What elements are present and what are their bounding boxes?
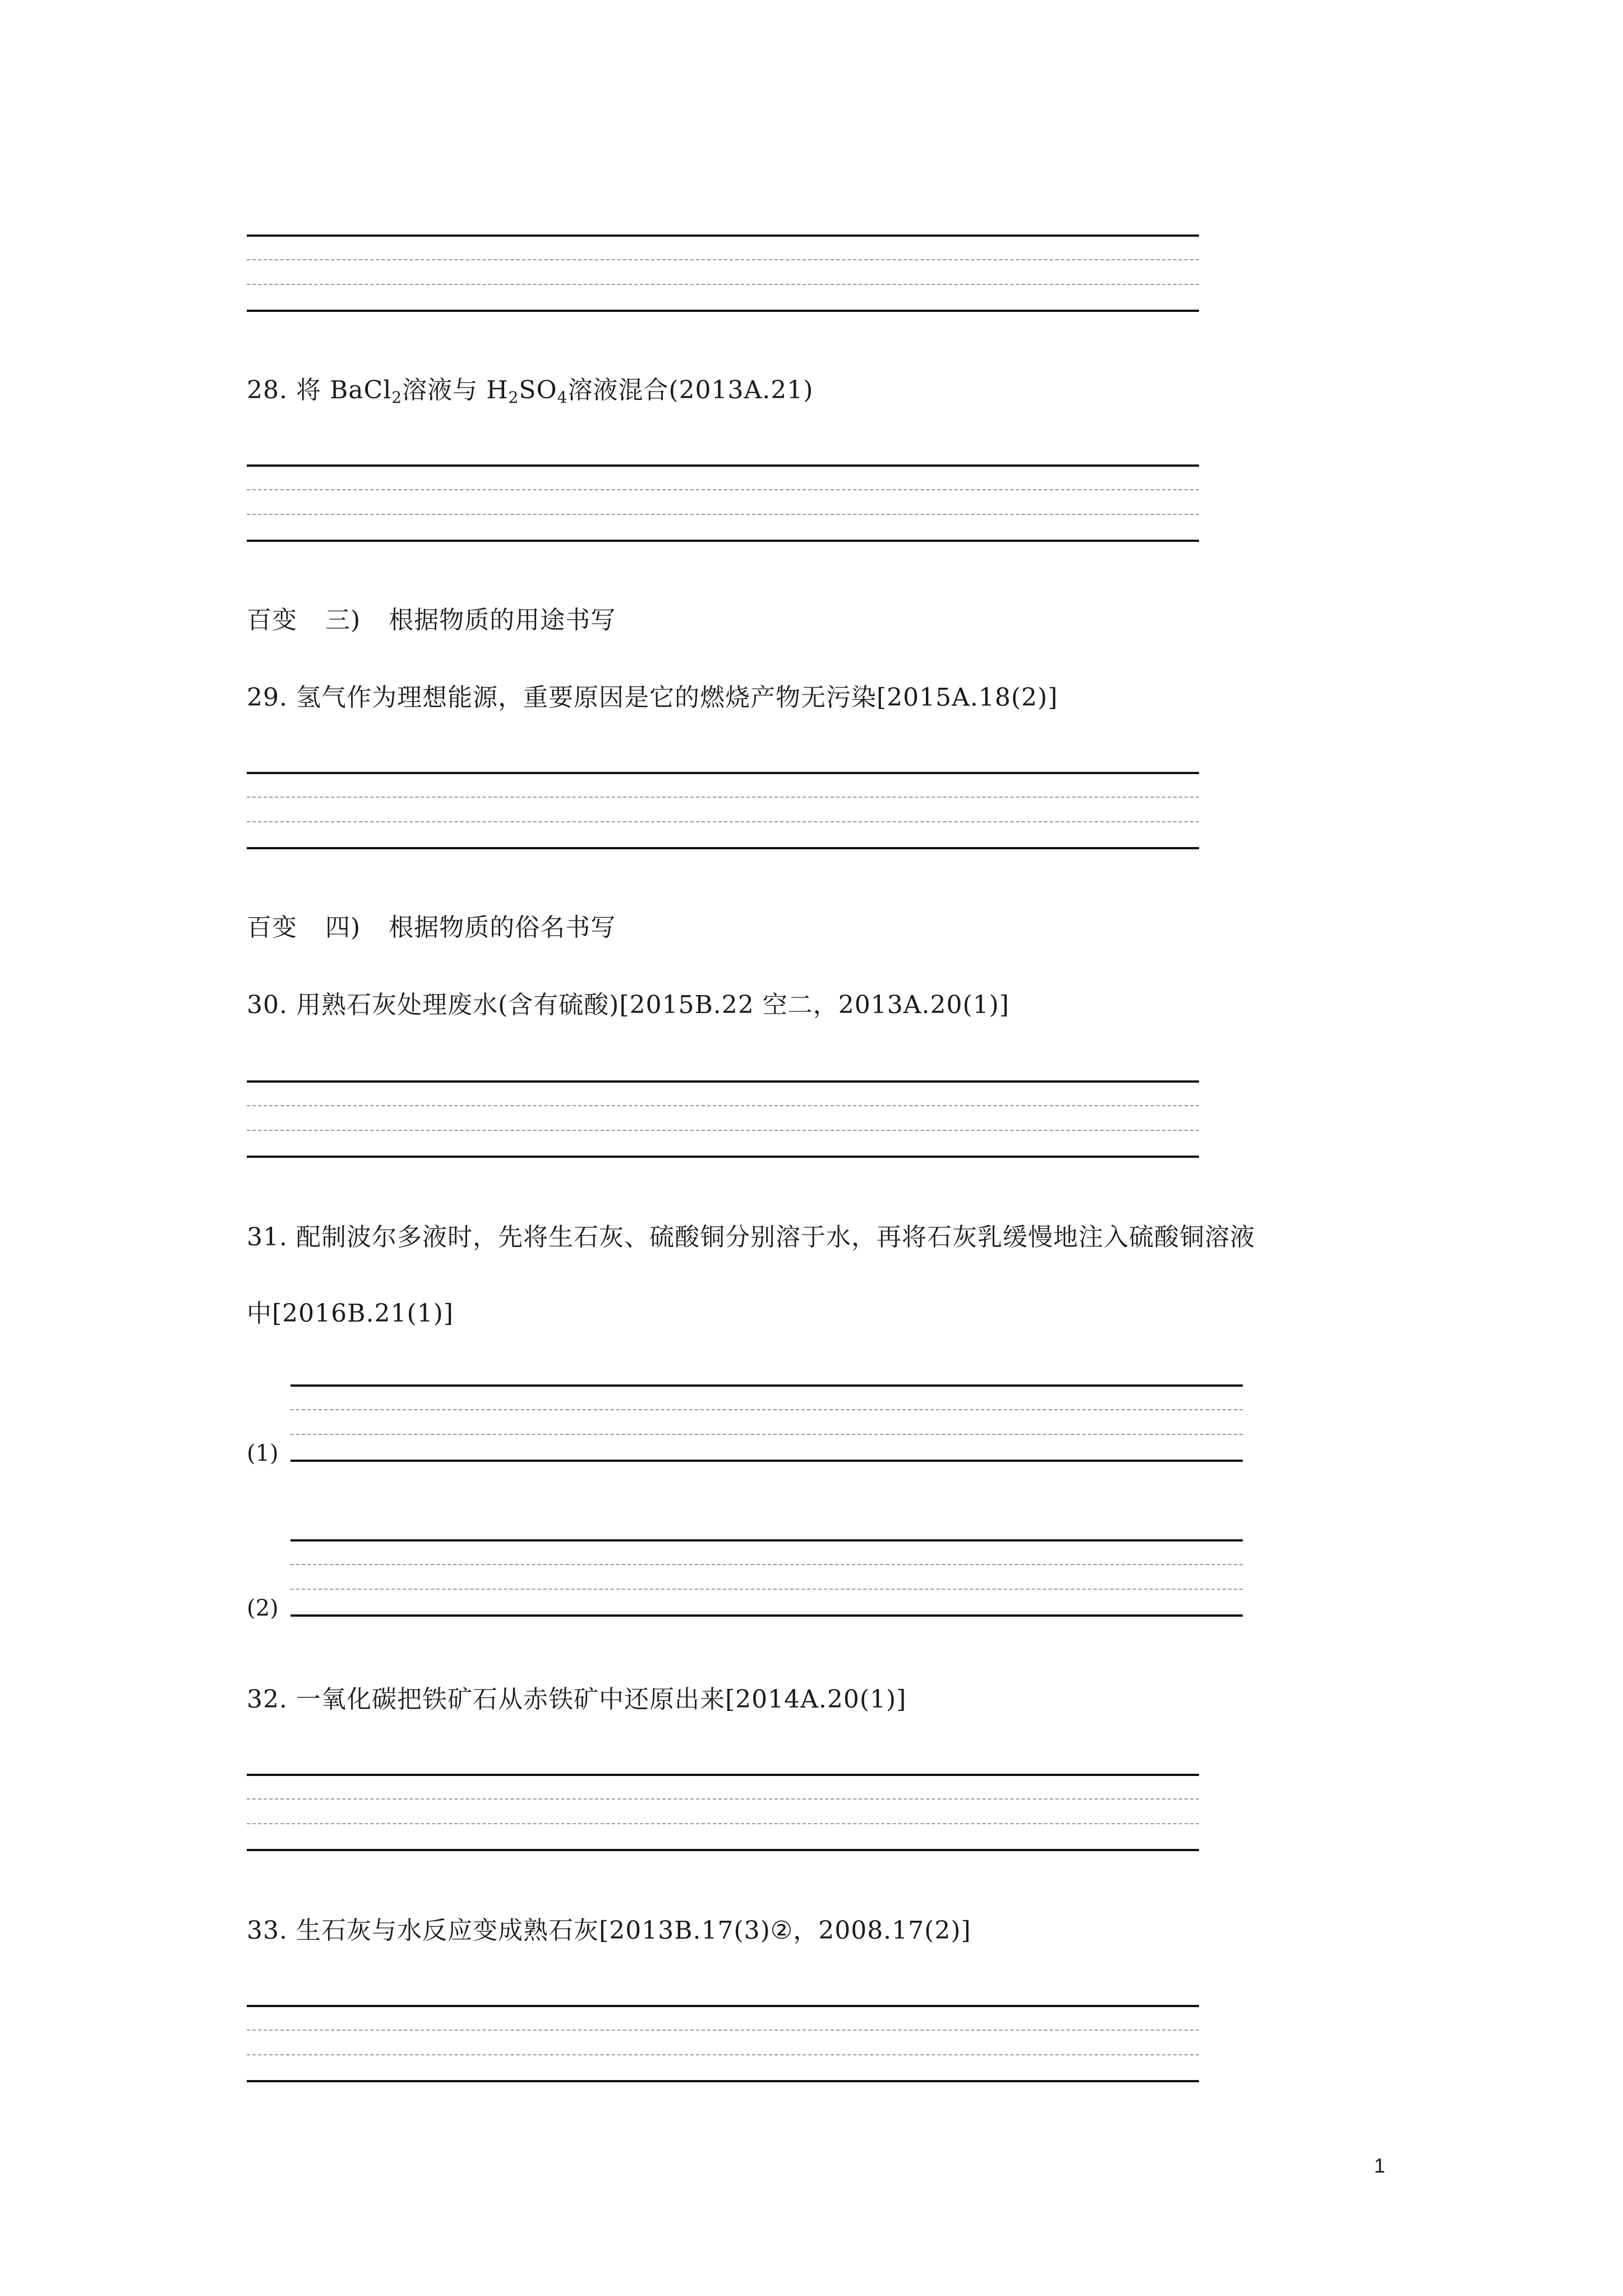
sub-question-label-1: (1): [247, 1441, 279, 1466]
section-heading-3: [247, 604, 616, 637]
answer-grid-32[interactable]: [247, 1774, 1199, 1851]
answer-grid-31-1[interactable]: [291, 1384, 1243, 1462]
question-number: 28.: [247, 376, 288, 404]
question-text: 生石灰与水反应变成熟石灰[2013B.17(3)②，2008.17(2)]: [296, 1916, 971, 1945]
section-heading-4: [247, 911, 616, 945]
question-number: 30.: [247, 991, 288, 1019]
question-text-line-2: 中[2016B.21(1)]: [247, 1299, 454, 1328]
answer-grid-28[interactable]: [247, 464, 1199, 542]
answer-grid[interactable]: [247, 234, 1199, 312]
question-text: 一氧化碳把铁矿石从赤铁矿中还原出来[2014A.20(1)]: [296, 1685, 907, 1714]
answer-grid-30[interactable]: [247, 1080, 1199, 1158]
question-number: 32.: [247, 1685, 288, 1714]
section-number: 三): [325, 606, 361, 634]
question-29: [247, 681, 1058, 715]
question-30: [247, 988, 1009, 1022]
question-31-continued: [247, 1297, 454, 1331]
question-33: [247, 1914, 971, 1948]
section-label: 百变: [247, 606, 297, 634]
question-number: 33.: [247, 1916, 288, 1945]
answer-grid-29[interactable]: [247, 772, 1199, 849]
question-number: 29.: [247, 683, 288, 712]
answer-grid-33[interactable]: [247, 2005, 1199, 2082]
sub-question-label-2: (2): [247, 1595, 279, 1621]
question-31: [247, 1221, 1255, 1254]
question-text: 氢气作为理想能源，重要原因是它的燃烧产物无污染[2015A.18(2)]: [296, 683, 1058, 712]
question-text-line-1: 配制波尔多液时，先将生石灰、硫酸铜分别溶于水，再将石灰乳缓慢地注入硫酸铜溶液: [296, 1223, 1255, 1251]
question-28: [247, 374, 813, 415]
question-number: 31.: [247, 1223, 288, 1251]
section-number: 四): [325, 913, 361, 942]
question-32: [247, 1683, 906, 1717]
section-title: 根据物质的用途书写: [389, 606, 616, 634]
section-title: 根据物质的俗名书写: [389, 913, 616, 942]
question-text: 将 BaCl$_2$溶液与 $H_2SO_4$溶液混合(2013A.21): [296, 376, 814, 407]
section-label: 百变: [247, 913, 297, 942]
page-number: 1: [1374, 2154, 1386, 2177]
question-text: 用熟石灰处理废水(含有硫酸)[2015B.22 空二，2013A.20(1)]: [296, 991, 1009, 1019]
answer-grid-31-2[interactable]: [291, 1539, 1243, 1617]
